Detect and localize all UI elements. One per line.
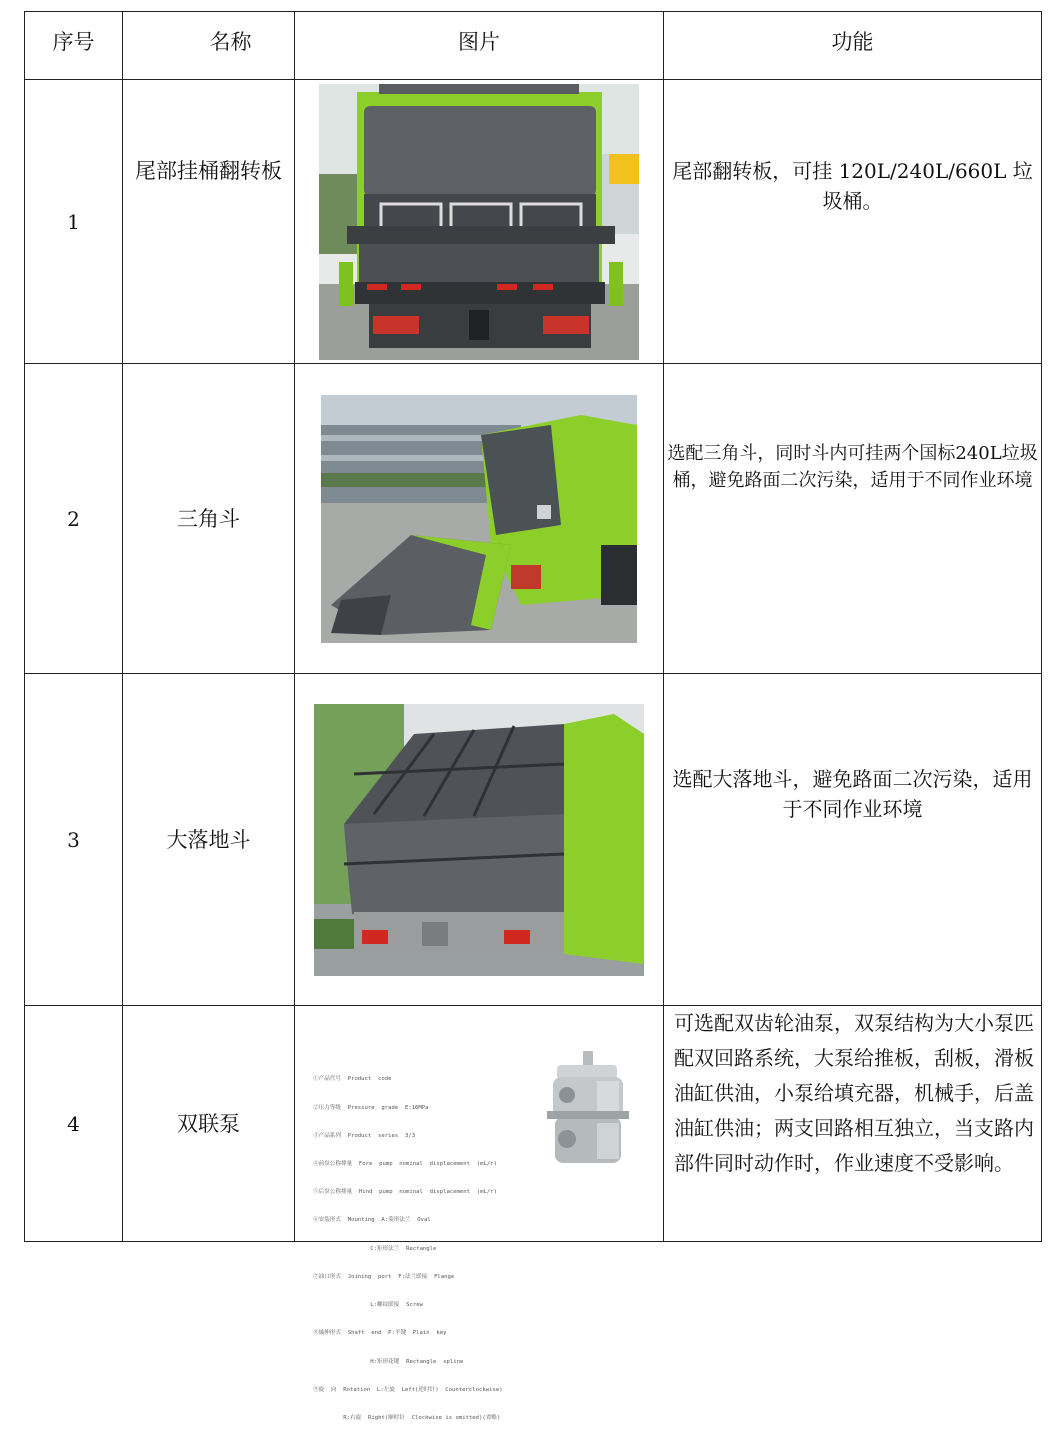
spec-line: ①产品代号 Product code <box>313 1075 533 1084</box>
spec-line: ⑧轴伸形式 Shaft end P:平键 Plain key <box>313 1329 533 1338</box>
row-name: 尾部挂桶翻转板 <box>123 80 295 364</box>
spec-line: ⑦油口形式 Joining port F:法兰联接 Flange <box>313 1273 533 1282</box>
table-row <box>25 364 1042 674</box>
row-picture <box>295 80 664 364</box>
header-row <box>25 12 1042 80</box>
row-function: 选配三角斗，同时斗内可挂两个国标240L垃圾桶，避免路面二次污染，适用于不同作业环境 <box>664 364 1042 674</box>
header-index: 序号 <box>25 12 123 80</box>
rear-flip-plate-photo <box>319 84 639 360</box>
row-picture <box>295 674 664 1006</box>
row-function: 尾部翻转板，可挂 120L/240L/660L 垃圾桶。 <box>664 80 1042 364</box>
spec-line: ⑨旋 向 Rotation L:左旋 Left(逆时针) Counterclockwise) <box>313 1386 533 1395</box>
spec-line: H:矩形花键 Rectangle spline <box>313 1358 533 1367</box>
row-index: 4 <box>25 1006 123 1242</box>
spec-line: ⑤后泵公称排量 Hind pump nominal displacement (mL/r) <box>313 1188 533 1197</box>
row-picture <box>295 1006 664 1242</box>
row-index: 3 <box>25 674 123 1006</box>
gear-pump-image <box>547 1051 631 1171</box>
row-name: 三角斗 <box>123 364 295 674</box>
spec-line: ⑥安装形式 Mounting A:菱形法兰 Oval <box>313 1216 533 1225</box>
spec-line: C:矩形法兰 Rectangle <box>313 1245 533 1254</box>
gear-pump-spec-figure <box>309 1039 649 1209</box>
triangle-bucket-photo <box>321 395 637 643</box>
row-index: 1 <box>25 80 123 364</box>
large-ground-bucket-photo <box>314 704 644 976</box>
pump-spec-list <box>313 1057 533 1442</box>
row-index: 2 <box>25 364 123 674</box>
row-function: 选配大落地斗，避免路面二次污染，适用于不同作业环境 <box>664 674 1042 1006</box>
header-picture: 图片 <box>295 12 664 80</box>
spec-line: ③产品系列 Product series 3/3 <box>313 1132 533 1141</box>
row-function: 可选配双齿轮油泵，双泵结构为大小泵匹配双回路系统，大泵给推板，刮板，滑板油缸供油，小泵给填充器，机械手，后盖油缸供油；两支回路相互独立，当支路内部件同时动作时，作业速度不受影响。 <box>664 1006 1042 1242</box>
spec-line: L:螺纹联接 Screw <box>313 1301 533 1310</box>
spec-line: R:右旋 Right(顺时针 Clockwise is omitted)(省略) <box>313 1414 533 1423</box>
table-row <box>25 80 1042 364</box>
row-picture <box>295 364 664 674</box>
header-name: 名称 <box>123 12 295 80</box>
spec-line: ②压力等级 Pressure grade E:16MPa <box>313 1104 533 1113</box>
spec-table <box>24 11 1042 1242</box>
table-row <box>25 674 1042 1006</box>
header-function: 功能 <box>664 12 1042 80</box>
spec-line: ④前泵公称排量 Fore pump nominal displacement (mL/r) <box>313 1160 533 1169</box>
table-row <box>25 1006 1042 1242</box>
row-name: 双联泵 <box>123 1006 295 1242</box>
row-name: 大落地斗 <box>123 674 295 1006</box>
